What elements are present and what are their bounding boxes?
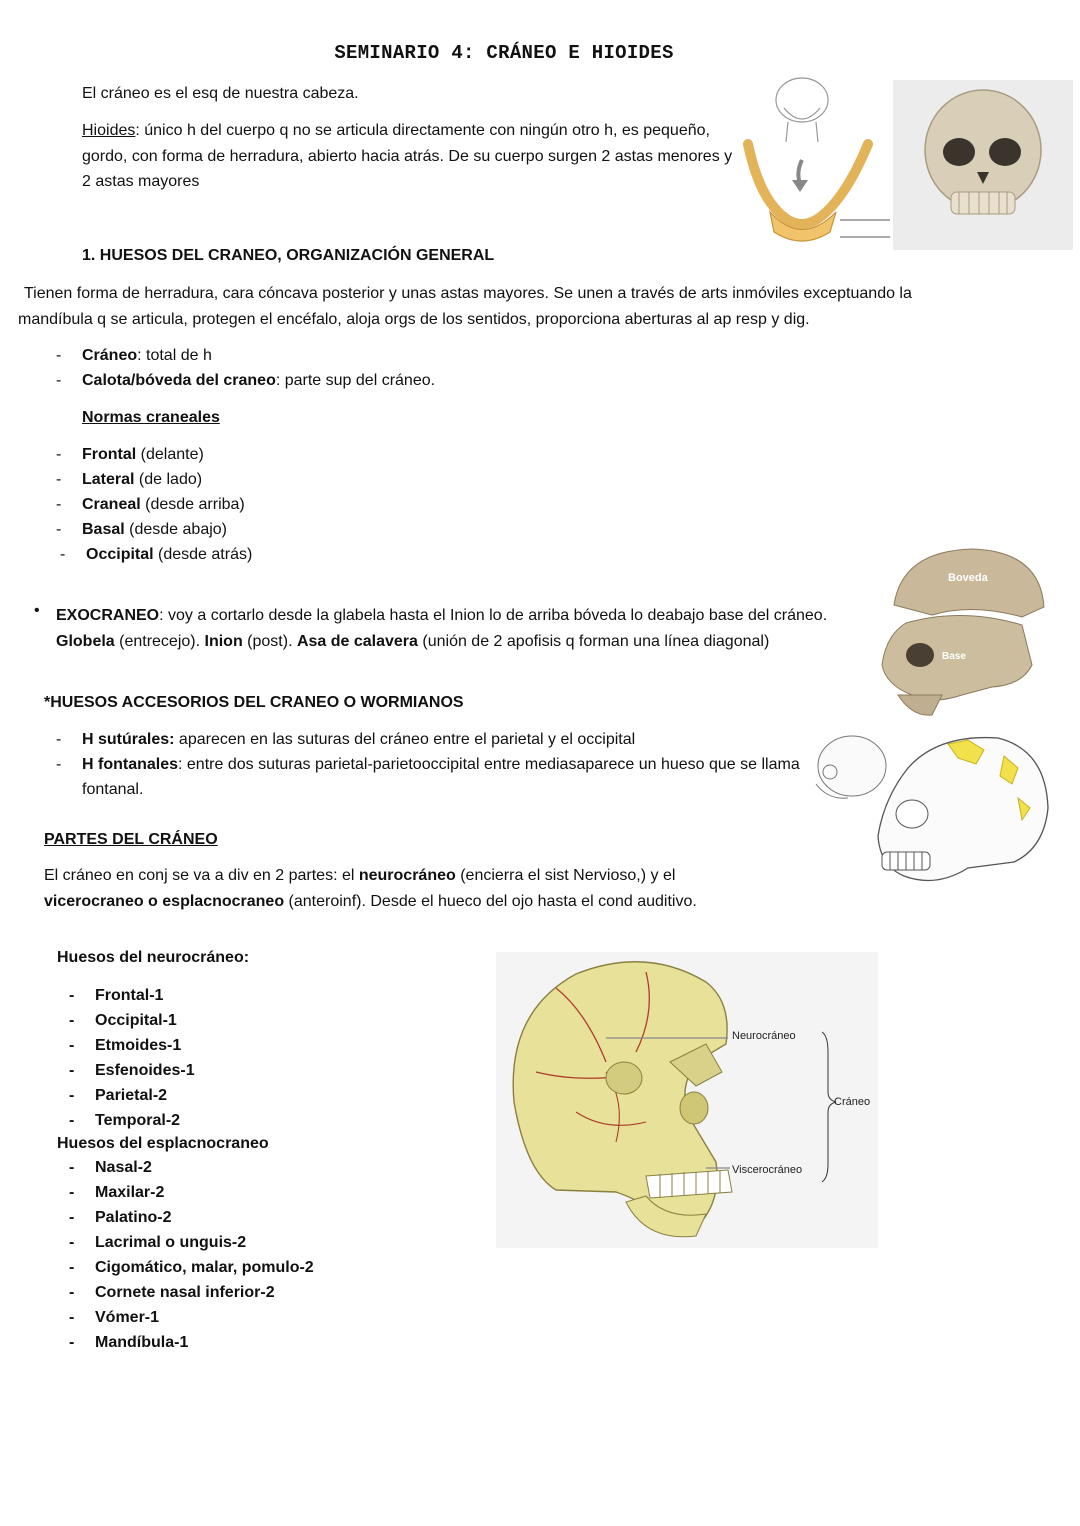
skull-vault-base-figure — [872, 545, 1052, 730]
neuro-list — [95, 983, 195, 1133]
skull-photo — [893, 80, 1073, 250]
section-heading-huesos: 1. HUESOS DEL CRANEO, ORGANIZACIÓN GENERAL — [82, 247, 495, 264]
neurocraneo-label: Neurocráneo — [732, 1030, 796, 1042]
viscerocraneo-label: Viscerocráneo — [732, 1164, 803, 1176]
list-item: - Vómer-1 — [95, 1305, 314, 1330]
partes-heading: PARTES DEL CRÁNEO — [44, 831, 218, 848]
list-item: - Mandíbula-1 — [95, 1330, 314, 1355]
list-item: - Cráneo: total de h — [82, 343, 435, 368]
normas-list — [82, 442, 253, 567]
list-item: - Occipital (desde atrás) — [86, 542, 252, 567]
partes-paragraph: El cráneo en conj se va a div en 2 partes: el neurocráneo (encierra el sist Nervioso,) y el vicerocraneo o esplacnocraneo (anteroinf). Desde el hueco del ojo hasta el cond auditivo. — [44, 867, 697, 910]
neuro-heading: Huesos del neurocráneo: — [57, 949, 250, 966]
hioides-term: Hioides — [82, 122, 136, 139]
bullet-icon: • — [34, 602, 40, 619]
list-item: - H fontanales: entre dos suturas parietal-parietooccipital entre mediasaparece un hueso que se llama fontanal. — [82, 752, 802, 802]
exocraneo-paragraph: EXOCRANEO: voy a cortarlo desde la glabela hasta el Inion lo de arriba bóveda lo deabajo base del cráneo. Globela (entrecejo). Inion (post). Asa de calavera (unión de 2 apofisis q forman una línea diagonal) — [56, 607, 828, 650]
hioides-paragraph — [82, 118, 742, 195]
list-item: - Nasal-2 — [95, 1155, 314, 1180]
list-item: - Temporal-2 — [95, 1108, 195, 1133]
list-item: - Cigomático, malar, pomulo-2 — [95, 1255, 314, 1280]
hyoid-illustration — [740, 72, 890, 252]
esplacno-heading: Huesos del esplacnocraneo — [57, 1135, 269, 1152]
boveda-label: Boveda — [948, 572, 988, 584]
list-item: - Basal (desde abajo) — [82, 517, 248, 542]
wormianos-heading: *HUESOS ACCESORIOS DEL CRANEO O WORMIANOS — [44, 694, 464, 711]
list-item: - H sutúrales: aparecen en las suturas del cráneo entre el parietal y el occipital — [82, 727, 802, 752]
wormianos-list — [82, 727, 802, 802]
normas-heading: Normas craneales — [82, 409, 220, 426]
list-item: - Lacrimal o unguis-2 — [95, 1230, 314, 1255]
craneo-label: Cráneo — [834, 1096, 871, 1108]
list-item: - Esfenoides-1 — [95, 1058, 195, 1083]
esplacno-list — [95, 1155, 314, 1355]
list-item: - Frontal (delante) — [82, 442, 248, 467]
list-item: - Palatino-2 — [95, 1205, 314, 1230]
lateral-skull-diagram — [496, 952, 878, 1248]
wormian-skulls-figure — [808, 728, 1058, 906]
page-title: SEMINARIO 4: CRÁNEO E HIOIDES — [334, 42, 674, 64]
list-item: - Occipital-1 — [95, 1008, 195, 1033]
list-item: - Etmoides-1 — [95, 1033, 195, 1058]
list-item: - Maxilar-2 — [95, 1180, 314, 1205]
hioides-text: : único h del cuerpo q no se articula directamente con ningún otro h, es pequeño, gordo, con forma de herradura, abierto hacia atrás. De su cuerpo surgen 2 astas menores y 2 astas mayores — [82, 122, 733, 190]
list-item: - Parietal-2 — [95, 1083, 195, 1108]
list-item: - Frontal-1 — [95, 983, 195, 1008]
list-item: - Cornete nasal inferior-2 — [95, 1280, 314, 1305]
intro-text: El cráneo es el esq de nuestra cabeza. — [82, 85, 359, 102]
section-paragraph: Tienen forma de herradura, cara cóncava posterior y unas astas mayores. Se unen a través de arts inmóviles exceptuando la mandíbula q se articula, protegen el encéfalo, aloja orgs de los sentidos, proporciona aberturas al ap resp y dig. — [18, 285, 912, 328]
definitions-list — [82, 343, 435, 393]
base-label: Base — [942, 651, 966, 662]
list-item: - Calota/bóveda del craneo: parte sup del cráneo. — [82, 368, 435, 393]
list-item: - Lateral (de lado) — [82, 467, 248, 492]
list-item: - Craneal (desde arriba) — [82, 492, 248, 517]
